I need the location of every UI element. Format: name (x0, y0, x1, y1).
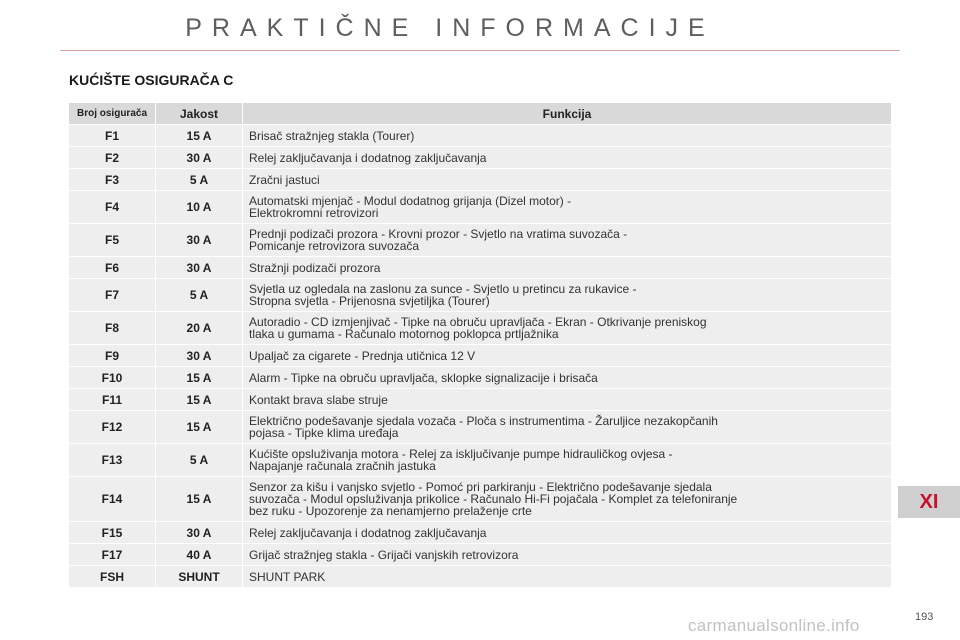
amperage-cell: 30 A (156, 522, 243, 544)
table-row (69, 125, 892, 147)
function-cell: Relej zaključavanja i dodatnog zaključavanja (243, 522, 892, 544)
amperage-cell: 5 A (156, 279, 243, 312)
function-cell: Upaljač za cigarete - Prednja utičnica 12 V (243, 345, 892, 367)
amperage-cell: 30 A (156, 147, 243, 169)
function-cell: Brisač stražnjeg stakla (Tourer) (243, 125, 892, 147)
amperage-cell: 40 A (156, 544, 243, 566)
function-cell: Stražnji podizači prozora (243, 257, 892, 279)
table-row (69, 191, 892, 224)
fuse-number-cell: F9 (69, 345, 156, 367)
fuse-number-cell: F14 (69, 477, 156, 522)
fuse-number-cell: F2 (69, 147, 156, 169)
table-row (69, 312, 892, 345)
table-row (69, 566, 892, 588)
amperage-cell: 30 A (156, 257, 243, 279)
amperage-cell: 15 A (156, 125, 243, 147)
column-header-function: Funkcija (243, 103, 892, 125)
fuse-number-cell: F4 (69, 191, 156, 224)
amperage-cell: SHUNT (156, 566, 243, 588)
function-cell: Kućište opsluživanja motora - Relej za isključivanje pumpe hidrauličkog ovjesa - Napajanje računala zračnih jastuka (243, 444, 892, 477)
fuse-number-cell: F7 (69, 279, 156, 312)
page-title: PRAKTIČNE INFORMACIJE (185, 14, 715, 42)
section-title: KUĆIŠTE OSIGURAČA C (69, 72, 234, 88)
fuse-number-cell: F5 (69, 224, 156, 257)
table-row (69, 411, 892, 444)
function-cell: Električno podešavanje sjedala vozača - Ploča s instrumentima - Žaruljice nezakopčanih pojasa - Tipke klima uređaja (243, 411, 892, 444)
table-row (69, 544, 892, 566)
fuse-number-cell: F3 (69, 169, 156, 191)
function-cell: Automatski mjenjač - Modul dodatnog grijanja (Dizel motor) - Elektrokromni retrovizori (243, 191, 892, 224)
amperage-cell: 30 A (156, 345, 243, 367)
function-cell: Relej zaključavanja i dodatnog zaključavanja (243, 147, 892, 169)
title-divider (60, 50, 900, 51)
fuse-number-cell: F15 (69, 522, 156, 544)
fuse-number-cell: F6 (69, 257, 156, 279)
table-header-row (69, 103, 892, 125)
table-row (69, 477, 892, 522)
fuse-number-cell: F13 (69, 444, 156, 477)
fuse-number-cell: F12 (69, 411, 156, 444)
table-row (69, 389, 892, 411)
amperage-cell: 15 A (156, 411, 243, 444)
amperage-cell: 15 A (156, 389, 243, 411)
table-row (69, 367, 892, 389)
function-cell: SHUNT PARK (243, 566, 892, 588)
table-row (69, 522, 892, 544)
amperage-cell: 5 A (156, 169, 243, 191)
table-row (69, 224, 892, 257)
fuse-number-cell: F11 (69, 389, 156, 411)
chapter-tab (898, 486, 960, 518)
amperage-cell: 30 A (156, 224, 243, 257)
fuse-number-cell: F17 (69, 544, 156, 566)
amperage-cell: 15 A (156, 367, 243, 389)
amperage-cell: 20 A (156, 312, 243, 345)
fuse-number-cell: F1 (69, 125, 156, 147)
function-cell: Kontakt brava slabe struje (243, 389, 892, 411)
amperage-cell: 5 A (156, 444, 243, 477)
function-cell: Zračni jastuci (243, 169, 892, 191)
table-row (69, 279, 892, 312)
amperage-cell: 10 A (156, 191, 243, 224)
function-cell: Autoradio - CD izmjenjivač - Tipke na obruču upravljača - Ekran - Otkrivanje preniskog tlaka u gumama - Računalo motornog poklopca prtljažnika (243, 312, 892, 345)
column-header-amperage: Jakost (156, 103, 243, 125)
amperage-cell: 15 A (156, 477, 243, 522)
table-row (69, 169, 892, 191)
column-header-fuse: Broj osigurača (69, 103, 156, 125)
function-cell: Senzor za kišu i vanjsko svjetlo - Pomoć pri parkiranju - Električno podešavanje sjedala suvozača - Modul opsluživanja prikolice - Računalo Hi-Fi pojačala - Komplet za telefoniranje bez ruku - Upozorenje za nenamjerno prelaženje crte (243, 477, 892, 522)
function-cell: Svjetla uz ogledala na zaslonu za sunce - Svjetlo u pretincu za rukavice - Stropna svjetla - Prijenosna svjetiljka (Tourer) (243, 279, 892, 312)
table-row (69, 147, 892, 169)
function-cell: Alarm - Tipke na obruču upravljača, sklopke signalizacije i brisača (243, 367, 892, 389)
table-row (69, 257, 892, 279)
function-cell: Prednji podizači prozora - Krovni prozor - Svjetlo na vratima suvozača - Pomicanje retrovizora suvozača (243, 224, 892, 257)
table-row (69, 444, 892, 477)
fuse-table-body (69, 125, 892, 588)
page-number: 193 (915, 611, 934, 623)
fuse-number-cell: FSH (69, 566, 156, 588)
fuse-number-cell: F8 (69, 312, 156, 345)
fuse-number-cell: F10 (69, 367, 156, 389)
fuse-table (68, 102, 892, 588)
chapter-tab-label: XI (919, 490, 939, 513)
watermark: carmanualsonline.info (688, 616, 860, 635)
table-row (69, 345, 892, 367)
function-cell: Grijač stražnjeg stakla - Grijači vanjskih retrovizora (243, 544, 892, 566)
